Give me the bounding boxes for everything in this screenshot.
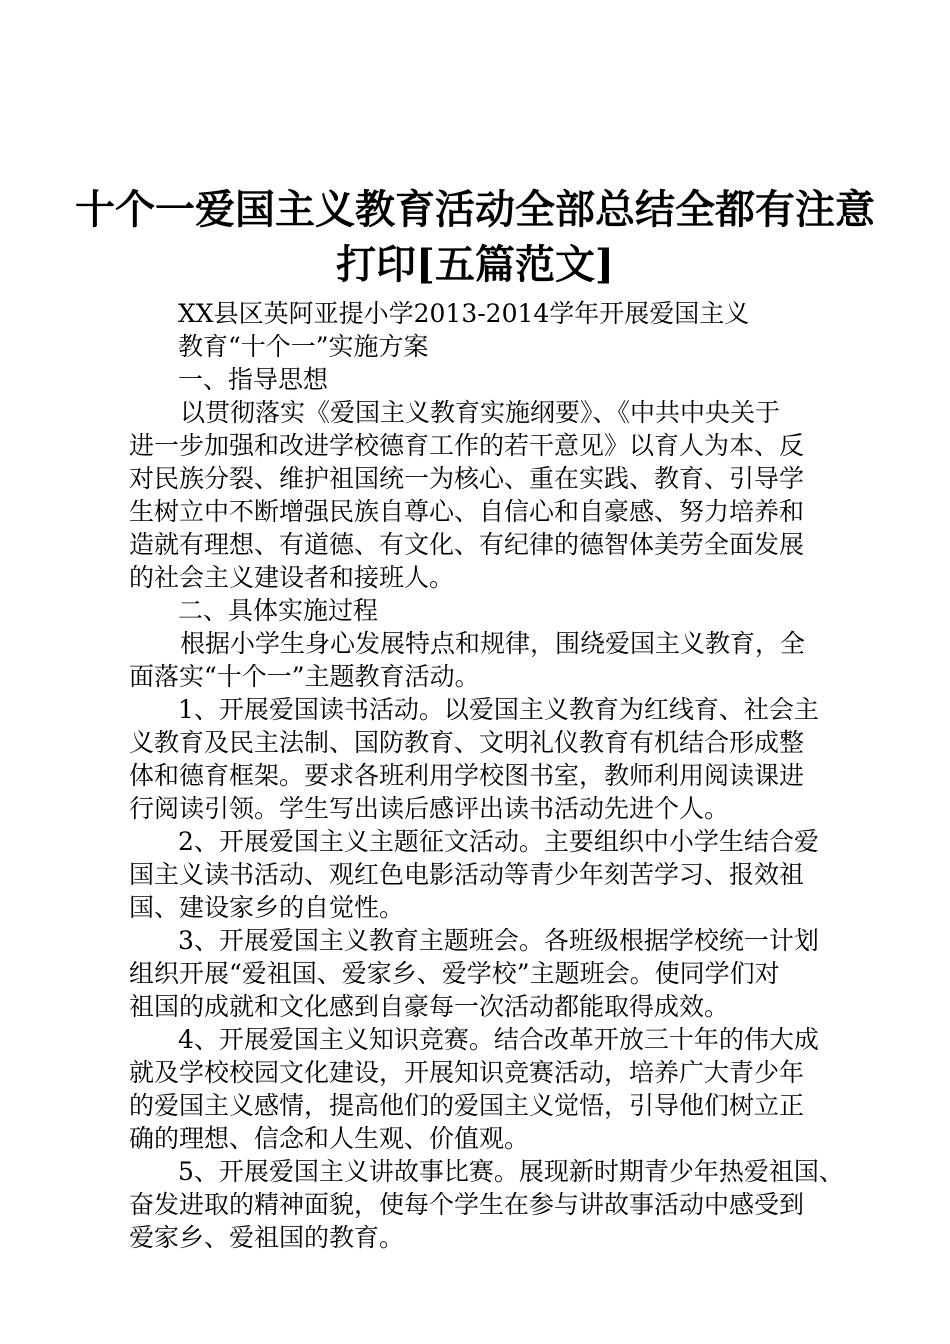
body-line: 祖国的成就和文化感到自豪每一次活动都能取得成效。 — [129, 992, 730, 1021]
body-line: 行阅读引领。学生写出读后感评出读书活动先进个人。 — [129, 794, 730, 823]
body-line: 国主义读书活动、观红色电影活动等青少年刻苦学习、报效祖 — [129, 860, 805, 889]
body-line: 国、建设家乡的自觉性。 — [129, 893, 405, 922]
body-line: 4、开展爱国主义知识竞赛。结合改革开放三十年的伟大成 — [178, 1025, 819, 1054]
subtitle-line: XX县区英阿亚提小学2013-2014学年开展爱国主义 — [178, 299, 750, 328]
body-line: 进一步加强和改进学校德育工作的若干意见》以育人为本、反 — [129, 431, 805, 460]
body-line: 造就有理想、有道德、有文化、有纪律的德智体美劳全面发展 — [129, 530, 805, 559]
subtitle-line: 教育“十个一”实施方案 — [178, 332, 429, 361]
body-line: 确的理想、信念和人生观、价值观。 — [129, 1124, 530, 1153]
document-title-line-2: 打印[五篇范文] — [336, 241, 614, 288]
body-line: 爱家乡、爱祖国的教育。 — [129, 1223, 405, 1252]
body-line: 5、开展爱国主义讲故事比赛。展现新时期青少年热爱祖国、 — [178, 1157, 844, 1186]
body-line: 的爱国主义感情，提高他们的爱国主义觉悟，引导他们树立正 — [129, 1091, 805, 1120]
body-line: 体和德育框架。要求各班利用学校图书室，教师利用阅读课进 — [129, 761, 805, 790]
body-line: 以贯彻落实《爱国主义教育实施纲要》、《中共中央关于 — [180, 398, 781, 427]
body-line: 面落实“十个一”主题教育活动。 — [129, 662, 480, 691]
body-line: 3、开展爱国主义教育主题班会。各班级根据学校统一计划 — [178, 926, 819, 955]
section-heading: 一、指导思想 — [178, 365, 329, 394]
body-line: 2、开展爱国主义主题征文活动。主要组织中小学生结合爱 — [178, 827, 819, 856]
body-line: 奋发进取的精神面貌，使每个学生在参与讲故事活动中感受到 — [129, 1190, 805, 1219]
body-line: 组织开展“爱祖国、爱家乡、爱学校”主题班会。使同学们对 — [129, 959, 780, 988]
body-line: 义教育及民主法制、国防教育、文明礼仪教育有机结合形成整 — [129, 728, 805, 757]
body-line: 根据小学生身心发展特点和规律，围绕爱国主义教育，全 — [180, 629, 806, 658]
body-line: 的社会主义建设者和接班人。 — [129, 563, 455, 592]
body-line: 1、开展爱国读书活动。以爱国主义教育为红线育、社会主 — [178, 695, 819, 724]
section-heading: 二、具体实施过程 — [178, 596, 379, 625]
body-line: 对民族分裂、维护祖国统一为核心、重在实践、教育、引导学 — [129, 464, 805, 493]
document-title-line-1: 十个一爱国主义教育活动全部总结全都有注意 — [75, 186, 875, 233]
body-line: 生树立中不断增强民族自尊心、自信心和自豪感、努力培养和 — [129, 497, 805, 526]
body-line: 就及学校校园文化建设，开展知识竞赛活动，培养广大青少年 — [129, 1058, 805, 1087]
